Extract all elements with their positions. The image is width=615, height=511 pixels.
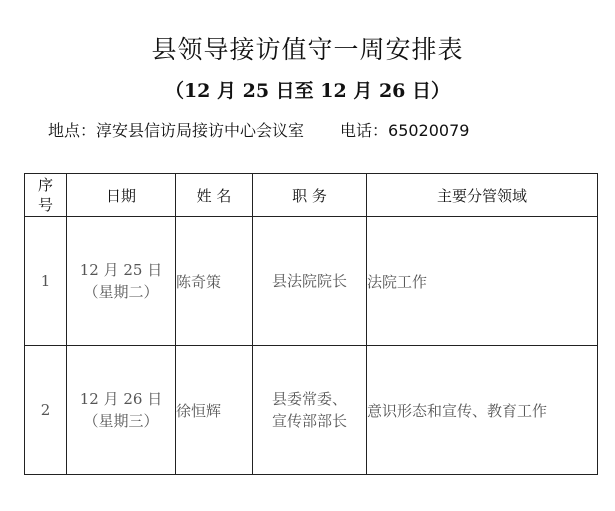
cell-role: [253, 217, 367, 346]
cell-area: 意识形态和宣传、教育工作: [367, 346, 598, 475]
cell-date-line1: 12 月 25 日: [79, 261, 163, 279]
header-seq-line2: 号: [37, 196, 53, 214]
cell-area: 法院工作: [367, 217, 598, 346]
page-title: 县领导接访值守一周安排表: [151, 35, 464, 64]
cell-date-line2: （星期二）: [83, 283, 159, 301]
cell-date: [67, 217, 176, 346]
schedule-table: [24, 173, 598, 475]
cell-name: 陈奇策: [176, 217, 253, 346]
cell-role-line1: 县委常委、: [271, 390, 347, 408]
table-row: [25, 217, 598, 346]
phone-text: 电话：65020079: [340, 121, 470, 140]
cell-date-line1: 12 月 26 日: [79, 390, 163, 408]
cell-name: 徐恒辉: [176, 346, 253, 475]
cell-role: [253, 346, 367, 475]
header-area: 主要分管领域: [367, 174, 598, 217]
info-line: [48, 118, 469, 141]
cell-role-line1: 县法院院长: [271, 272, 347, 290]
table-header-row: [25, 174, 598, 217]
cell-seq: 2: [25, 346, 67, 475]
table-row: [25, 346, 598, 475]
header-seq: [25, 174, 67, 217]
cell-role-line2: 宣传部部长: [271, 412, 347, 430]
header-role: 职 务: [253, 174, 367, 217]
header-date: 日期: [67, 174, 176, 217]
cell-date-line2: （星期三）: [83, 412, 159, 430]
cell-seq: 1: [25, 217, 67, 346]
location-text: 地点：淳安县信访局接访中心会议室: [48, 121, 305, 140]
header-name: 姓 名: [176, 174, 253, 217]
date-range-subtitle: （12 月 25 日至 12 月 26 日）: [164, 80, 451, 102]
cell-date: [67, 346, 176, 475]
header-seq-line1: 序: [37, 176, 53, 194]
